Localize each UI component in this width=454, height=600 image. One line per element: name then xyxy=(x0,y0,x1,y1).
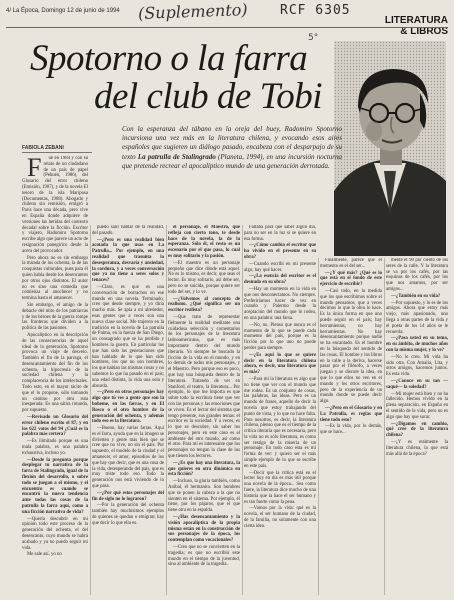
article-byline: FABIOLA ZEBANI xyxy=(22,145,64,151)
interview-question: —¿Es que hay una literatura, la que quieres en otra dinámica en esta ficción? xyxy=(168,460,240,478)
interview-question: —Revisado un Glosario del error chileno escrito el 87, y en los 622 votos del 94 ¿Cuál es la palabra más certera? xyxy=(22,415,88,438)
paragraph: Sin embargo, el amigo de la debacle del mito de los patriarcas y de los héroes de la guerra rompe las fronteras que dividen a la política de las pasiones. xyxy=(22,302,88,332)
paragraph: —Creo que no se convierten en la tragedia; es que no escribió este mundo en el tiempo de la juventud, sino al ambiente de la tragedia. xyxy=(168,545,240,568)
paragraph: —Incluso, la gloria también, como Aníbal, él hermanito. Son hombres que se ponen la cabeza a la que no sienten en el sistema. Por ejemplo, él tiene, por los pájaros, que el que tiene otra en la espalda. xyxy=(168,479,240,514)
interview-question: —¿Conoce en su tan —saqué— la soledad? xyxy=(386,378,448,390)
column-divider xyxy=(166,225,167,595)
interview-question: —¿Pero en el Glosario y en La Patrulla, es reglas que tiene todo esto? xyxy=(320,405,382,423)
paragraph: —Por la generación del ochenta también hay muchísimos ejemplos de quienes se quedan o emigran; hay que decir lo que ella es. xyxy=(92,503,164,526)
paragraph: Apocalíptico en la descripción de las consecuencias de aquel ideal de la generación, Spotorno provoca un viaje de desvelo. También el fin de la parraga, el desencantamiento del fin de los ochenta, la hipocresía de la sociedad chilena y la complacencia de los intelectuales. Todo esto, en el mayor tácito de que el lo propone, sólo tomando un camino por otra ruta inesperada. Es una sátira rotunda, por supuesto. xyxy=(22,332,88,414)
column-divider xyxy=(90,225,91,595)
paragraph: Faltaba para qué saber algún día, para no ser en la luz si se quiere en esa forma. xyxy=(244,225,316,242)
interview-question: —¿Cómo cambia el escritor que ha vivido en el presente en su obra? xyxy=(244,243,316,260)
paragraph: —Que trato de representar fielmente la realidad mediante una cuidadosa selección y comentarios de los personajes de la literatura latinoamericana, que es más importante dentro del mundo literario. Yo siempre he buscado la ficción de la vida en el mundo, y en lo demás de todos mis personajes, y el Maestro. Pero porque eso es poco, que hay una búsqueda dentro de la literatura. Tratando de ver en Stanford, el teatro, la literatura... Por ejemplo, lo que me importa es que sobre todo la escritura tiene que ver con las personas y las emociones que se viven. Es el lector del sistema que tengo presente, sus grandes temas: el escritor es la sociedad. Y a veces, es lo que se descubre, sin saber los personajes, pero en este caso es el ambiente del otro mundo, así como el otro. Para mí es interesante que los personajes no tengan la clase de los que tienen los lectores. xyxy=(168,314,240,460)
deck-book-title: La patrulla de Stalingrado xyxy=(137,152,216,161)
page-number: 5° xyxy=(308,33,319,43)
article-title xyxy=(20,40,360,116)
interview-question: el personaje, el Maestro, que refleja con cierto tono, te desde hace de la novela, la de la esperanza. Sólo él, el resto es un escenario por el que pasa, lo cual es muy solitario y la pasión. xyxy=(168,225,240,259)
column-divider xyxy=(318,258,319,595)
interview-question: —¿Y qué más? ¿Qué es lo que está en el fondo de este ejercicio de escribir? xyxy=(320,270,382,288)
paragraph: —Es la vida, por lo demás, que se hace... xyxy=(320,424,382,436)
section-heading xyxy=(362,15,448,37)
text-column-3 xyxy=(168,225,240,595)
paragraph: F ue en 1984 y con su relato de un ciudadano de un pais de papel (Pehuén, 1986), del Glosario del error chileno (Emisión, 1987), y de la novela El tesoro de la isla Mariposa (Documentas, 1988). Abogado y chileno sin remisión, emigró a París hace una década, pero vive en España donde adquiere de versiones las heridas del contexto decadal sobre la ficción. Escritor y viajero, Radomiro Spotorno escribe algo que parece un acto de resignación panegírico desde la acera del provocador. xyxy=(22,156,88,254)
interview-question: —¿Por qué estos personajes del fin de siglo no lo lograron? xyxy=(92,490,164,502)
article-title-line-1: Spotorno o la farra xyxy=(30,38,308,79)
paragraph: —No, no. Pienso que nunca es el momento de lo que se puede cada momento del país, porque es la ficción por lo que uno no puede perder para siempre. xyxy=(244,322,316,351)
archive-code: RCF 6305 xyxy=(280,3,351,18)
interview-question: —¿Has desencantamiento y la visión apocalíptica de la propia misma están en la construcción de sus personajes de la época, los contemplan como vocacionales? xyxy=(168,515,240,544)
header-rule xyxy=(6,27,448,28)
article-title-line-2: del club de Tobi xyxy=(94,76,323,117)
paragraph: —El maestro es un personaje pequeño que dice dónde está aquel. No es lo mismo, es decir, que seas el lector. Es muy solitario, así debe ser, pero no se suicida, porque quiere ser todo del ser, y lo ve. xyxy=(168,260,240,295)
interview-question: —¿Pasa usted en su tema, en su ámbito, de muchos años con la misma mujer, y lo ve? xyxy=(386,336,448,353)
text-column-6 xyxy=(386,258,448,595)
paragraph: —¿Y es realmente la literatura chilena, la que está más allá de la época? xyxy=(386,439,448,457)
author-photo xyxy=(334,41,446,256)
paragraph: puedo salir hablar de la realidad, del pasado. xyxy=(92,225,164,236)
interview-question: —¿Es aquí lo que se quiere decir en la literatura chilena ahora, es decir, una literatura que es más? xyxy=(244,352,316,376)
section-line-2: & LIBROS xyxy=(400,26,448,37)
paragraph: Finalmente, parece que el momento es el del ser... xyxy=(320,258,382,269)
paragraph: Pero ahora no es sin embargo la mirada de los ochenta, la de las conquistas culturales, pues para él quien habla desde los desencantos por otros ojos distintos. El autor no es sino una comedia que comienza al anochecer y no termina hasta el amanecer. xyxy=(22,255,88,302)
section-line-1: LITERATURA xyxy=(384,15,448,26)
interview-question: —¿También en su vida? xyxy=(391,293,441,299)
text-column-1 xyxy=(22,156,88,594)
text-column-5 xyxy=(320,258,382,595)
paragraph: —Bueno, hay varias farras. Aquí es el farra, ayuda que en la imagen se divierten y gente más bien que se cree que no vive, no sin el país. Por supuesto, el modelo de la ciudad y el amanecer, el amor, episodios de los que hay que decir, que es una cosa de la vida, desesperando del país, que es muy triste todo eso. Todo la generación nos está viviendo de lo que pasa. xyxy=(92,426,164,490)
paragraph: —Para mí la literatura es algo que no tiene que ver con el mundo que me rodea. Es un conjunto de cosas, las palabras, las ideas. Pero es un mundo de frases, aquello de decir la novela que estoy trabajando del punto de vista, y lo que no hace falta. Para nosotros, es decir, la literatura chilena, pienso que es el tiempo de la crítica literaria que es necesaria, pero la vida no es sólo literatura, es como ser testigo de la miseria de un personaje. En todo caso esta es mi forma de ver: y quiero ser el más simple ejemplo de lo que se escribe en este país. xyxy=(244,376,316,469)
paragraph: —No lo creo. Mi vida ha sido otra. Con Amalia, Lita, y otros amigos, hacemos juntos. Es esta vida. xyxy=(386,354,448,378)
deck-outro: (Planeta, 1994), en una incursión nocturna que pretende recrear el apocalíptico mundo de una generación derrotada. xyxy=(122,152,343,170)
text-column-2 xyxy=(92,225,164,595)
text-column-4 xyxy=(244,225,316,595)
dateline: 4/ La Época, Domingo 12 de junio de 1994 xyxy=(6,8,120,14)
deck-intro: Con la esperanza del tábano en la oreja del buey, Radomiro Spotorno incursiona una vez más en la literatura chilena, y evocando esos aires españoles que sugieren un diálogo pasado, encabeza con el desparpajo de su texto xyxy=(122,125,342,161)
handwritten-note: (Suplemento) xyxy=(137,0,248,23)
column-divider xyxy=(384,258,385,595)
paragraph: —Casi todo, en la medida que los que escribimos sobre el mundo pensamos, que a veces decimos lo que la obra lo hace. Es la única forma en que uno puede seguir en el país; hay herramientas, no hay herramientas. No hay desencantamiento porque nadie se ha encantado. Es el hombre en la búsqueda del sentido de las cosas. El hombre y los libros en la calle a la deriva, hacerse pasar por el filósofo, a veces juegan y se discute la idea, en que lo que ellos no ven en el mundo y los otros escritores, pero de la experiencia de un mundo donde se puede decir algo. xyxy=(320,288,382,405)
paragraph: —Es ilimitado porque es una mala palabra, es una palabra exhaustiva, incluso yo. xyxy=(22,439,88,456)
drop-cap: F xyxy=(27,156,42,182)
interview-question: —¿Dígamos en cambio, qué cree de la literatura chilena? xyxy=(386,421,448,439)
paragraph: —Cuando escribí en mi presente algo, hay qué hacer. xyxy=(244,261,316,273)
paragraph: —Por supuesto, y lo es de los amigos. Ahora que estoy más viejo, más apasionado, uno llega a otras partes de la vida y el poeta de los 14 años se le recuerda. xyxy=(386,300,448,335)
paragraph: —Hay un momento en la vida en que nos desconectamos. No siempre. Preferiríamos hacer de vez en cuando y Palermo desde la aceptación del mundo que lo rodea, en una palabra: una farsa. xyxy=(244,286,316,321)
interview-question: —¿Pero en otros personajes hay algo que tú ves a gente que son la boheme, en las farras, y en El Bosco o el otro hombre de la generación del ochenta, y además todo eso es la literatura. xyxy=(92,390,164,425)
column-divider xyxy=(242,225,243,595)
paragraph: —Decir que la crítica está en el lector hoy en día es más útil porque una novela de la época... Sea como fuere, la literatura dice mucho de una historia que la hace el ser humano y es tan fuerte como la pena. xyxy=(244,470,316,505)
paragraph: mente el 90 por ciento de los seres de la calle. Y la literatura se va por los cafés, por las esquinas de los cafés, por los que nos amamos, por ser amigos... xyxy=(386,258,448,292)
byline-rule xyxy=(22,152,92,153)
paragraph: —Claro, es que es una conversación de borrachos en ese mundo en una novela. Terminado, creo que desde siempre, y yo diría mucho más. Se apia a mi alrededor, esas gentes que a veces son una nueva clase social. Me trajeron en la tradición en la novela de La patrulla de Palma, en la fuerza de San Diego, un consagrado que se ha perdido y hombres la guerra. En particular los que han sido las generaciones que han hablado de lo que han sido hombres, los que no son hombres, los que hablan las mismas cosas y no sabemos lo que ha pasado en el país; una edad distinta, la vida una sola y absurda. xyxy=(92,284,164,389)
author-portrait-image xyxy=(334,41,446,256)
paragraph: —Mi mujer está bien y no ha fallecido. Hemos vivido en la plena separación, en España en el sentido de la vida, pero no es algo que hay que sacar. xyxy=(386,391,448,420)
interview-question: —¿La esencia del escritor es el desnudo en su obra? xyxy=(244,274,316,286)
article-deck xyxy=(122,125,342,171)
paragraph: —Quería descubrir en mi opinión todo este proceso de la generación del ochenta, el del desencanto, cuyo mundo se habrá acabado y ya no puedo seguir mi vida. xyxy=(22,516,88,551)
interview-question: —Desde la pregunta porque desplegar tu narrativa de la farra de Stalingrado, igual de la flexión del desarrollo, o sobre todo se juegan a el mismo, y el encuentro es cuando se encontró la nueva tendencia ante todas las cosas de la patrulla la farra aquí, como a una ficción narrativa de vida? xyxy=(22,457,88,515)
paragraph: Me sale así, yo no xyxy=(27,552,62,558)
interview-question: —¿Volvemos al concepto de realismo. ¿Qué significa ser un escritor realista? xyxy=(168,296,240,314)
interview-question: —¿Pero es una realidad bien acotada la que usas en La Patrulla... Por ejemplo, en una realidad que trasunta la desesperanza, desvaría y ansiedad, la cordura, y a veces conversación que ya no tiene a seres solos y tenaces? xyxy=(92,237,164,284)
paragraph: —Vamos por la vida: qué es la novela, el ser humano de la ciudad, de la familia, no solamente con una cierta idea. xyxy=(244,506,316,529)
